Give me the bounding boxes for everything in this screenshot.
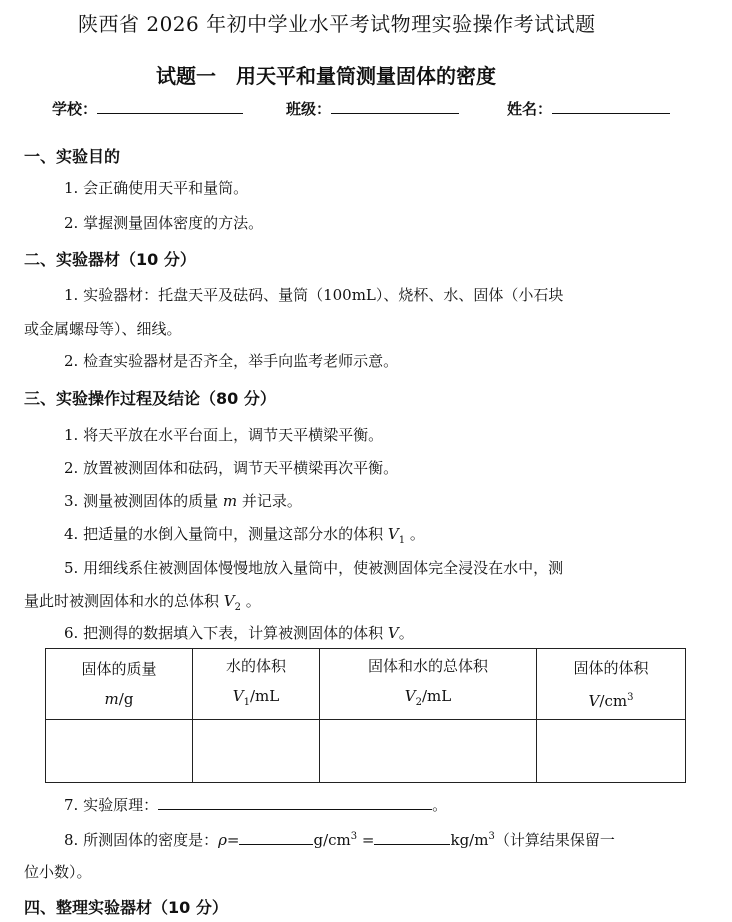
school-label: 学校： <box>52 100 98 118</box>
table-header-mass: 固体的质量 m/g <box>46 649 193 720</box>
exam-title: 陕西省 2026 年初中学业水平考试物理实验操作考试试题 <box>78 12 596 36</box>
step-8-line2: 位小数）。 <box>24 863 92 881</box>
table-header-solid-volume: 固体的体积 $V/cm^3$ <box>537 649 686 720</box>
section1-item-1: 1. 会正确使用天平和量筒。 <box>64 179 249 197</box>
table-header-water-volume: 水的体积 $V_1/mL$ <box>193 649 320 720</box>
section1-title: 一、实验目的 <box>24 147 121 166</box>
class-field[interactable] <box>331 97 459 114</box>
step-7: 7. 实验原理： 。 <box>64 793 447 815</box>
name-label: 姓名： <box>507 100 553 118</box>
class-row <box>286 97 459 119</box>
step-1: 1. 将天平放在水平台面上，调节天平横梁平衡。 <box>64 426 384 444</box>
name-row <box>507 97 670 119</box>
section2-title: 二、实验器材（10 分） <box>24 250 196 269</box>
step-4: 4. 把适量的水倒入量筒中，测量这部分水的体积 $V_1$ 。 <box>64 525 425 546</box>
table-cell-solid-volume[interactable] <box>537 720 686 783</box>
step-5-line2: 量此时被测固体和水的总体积 $V_2$ 。 <box>24 592 261 613</box>
step-2: 2. 放置被测固体和砝码，调节天平横梁再次平衡。 <box>64 459 399 477</box>
step-5-line1: 5. 用细线系住被测固体慢慢地放入量筒中，使被测固体完全浸没在水中，测 <box>64 559 564 577</box>
step-8-line1: 8. 所测固体的密度是：$\rho= g/cm^3 = kg/m^3$（计算结果保留一 <box>64 828 615 850</box>
table-cell-total-volume[interactable] <box>320 720 537 783</box>
table-header-total-volume: 固体和水的总体积 $V_2/mL$ <box>320 649 537 720</box>
principle-field[interactable] <box>158 793 432 810</box>
step-3: 3. 测量被测固体的质量 m 并记录。 <box>64 492 302 510</box>
section3-title: 三、实验操作过程及结论（80 分） <box>24 389 276 408</box>
section2-item1-line2: 或金属螺母等）、细线。 <box>24 320 182 338</box>
section4-title: 四、整理实验器材（10 分） <box>24 898 228 917</box>
step-6: 6. 把测得的数据填入下表，计算被测固体的体积 V。 <box>64 624 414 642</box>
section2-item1-line1: 1. 实验器材：托盘天平及砝码、量筒（100mL）、烧杯、水、固体（小石块 <box>64 286 564 304</box>
name-field[interactable] <box>552 97 670 114</box>
school-row <box>52 97 243 119</box>
section2-item2: 2. 检查实验器材是否齐全，举手向监考老师示意。 <box>64 352 399 370</box>
table-row <box>46 720 686 783</box>
school-field[interactable] <box>97 97 243 114</box>
data-table <box>45 648 686 783</box>
item-title: 试题一 用天平和量筒测量固体的密度 <box>156 64 496 88</box>
class-label: 班级： <box>286 100 332 118</box>
density-gcm3-field[interactable] <box>239 828 313 845</box>
table-cell-water-volume[interactable] <box>193 720 320 783</box>
table-header-row <box>46 649 686 720</box>
table-cell-mass[interactable] <box>46 720 193 783</box>
density-kgm3-field[interactable] <box>374 828 450 845</box>
section1-item-2: 2. 掌握测量固体密度的方法。 <box>64 214 264 232</box>
